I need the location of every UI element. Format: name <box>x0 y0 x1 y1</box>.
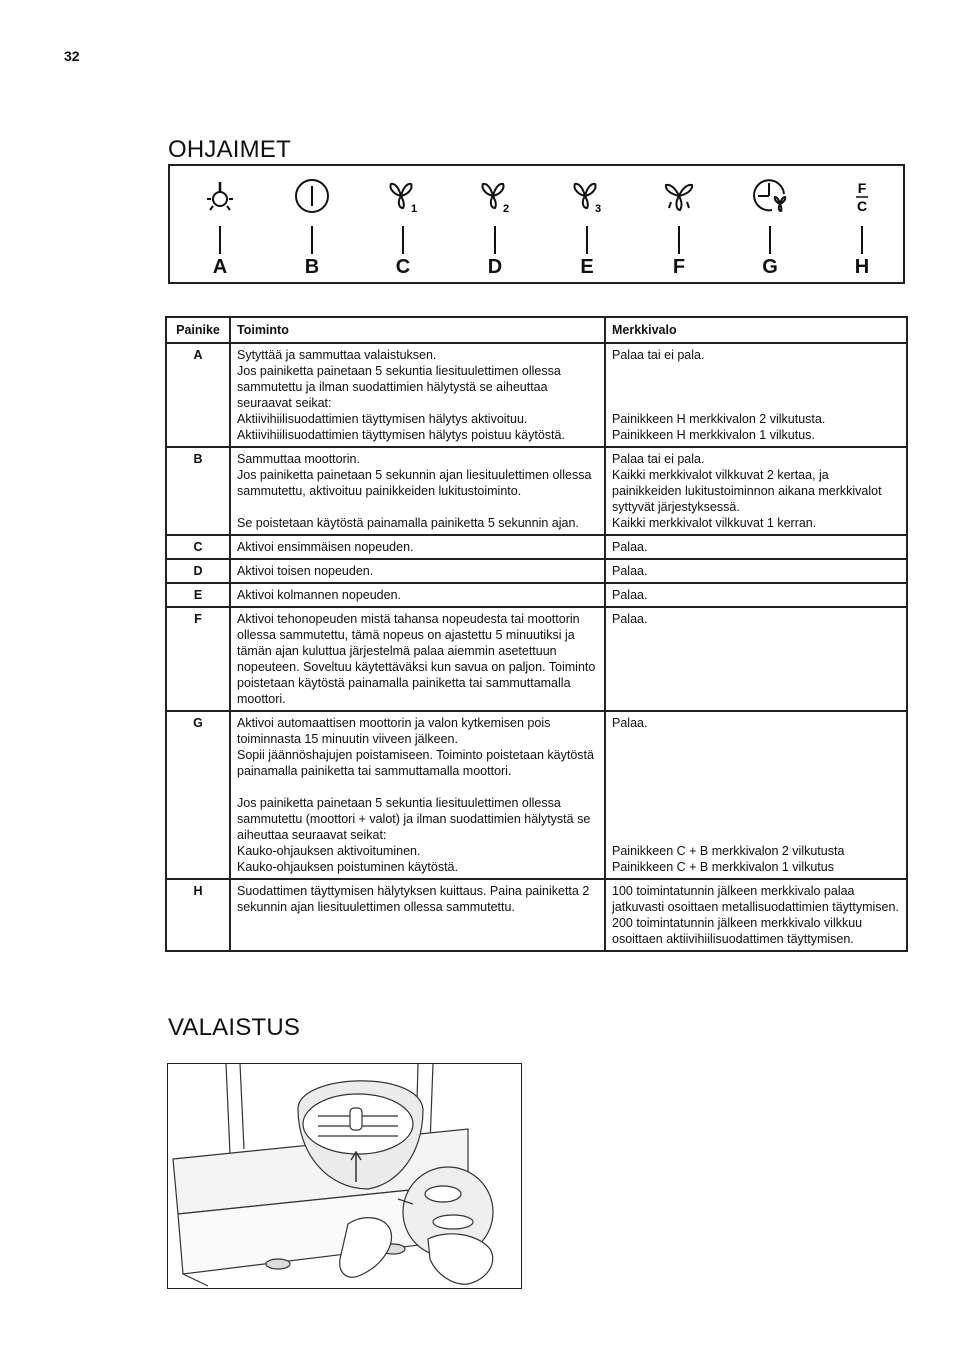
control-letter: G <box>762 256 778 278</box>
row-function <box>230 607 605 711</box>
text-line: Painikkeen C + B merkkivalon 1 vilkutus <box>612 860 834 874</box>
text-line: Suodattimen täyttymisen hälytyksen kuittaus. Paina painiketta 2 sekunnin ajan liesituulettimen ollessa sammutettu. <box>237 884 590 914</box>
row-indicator: Palaa. <box>605 559 907 583</box>
text-line: Painikkeen H merkkivalon 1 vilkutus. <box>612 428 815 442</box>
control-a <box>190 166 250 284</box>
table-row <box>166 535 907 559</box>
section-title-lighting: VALAISTUS <box>168 1014 301 1041</box>
table-row <box>166 343 907 447</box>
text-line: Aktiivihiilisuodattimien täyttymisen hälytys poistuu käytöstä. <box>237 428 565 442</box>
row-indicator <box>605 447 907 535</box>
control-letter: C <box>395 256 411 278</box>
filter-label-top: F <box>857 180 867 196</box>
filter-reset-icon <box>840 174 884 218</box>
table-row <box>166 559 907 583</box>
text-line: Sammuttaa moottorin. <box>237 452 360 466</box>
row-key: E <box>166 583 230 607</box>
row-indicator: Palaa. <box>605 607 907 711</box>
row-function <box>230 711 605 879</box>
row-key: G <box>166 711 230 879</box>
control-letter: D <box>487 256 503 278</box>
control-h <box>832 166 892 284</box>
text-line: Kaikki merkkivalot vilkkuvat 2 kertaa, ja painikkeiden lukitustoiminnon aikana merkkivalot syttyvät järjestyksessä. <box>612 468 882 514</box>
timer-fan-icon <box>748 174 792 218</box>
fan-speed-3-icon <box>565 174 609 218</box>
speed-number: 3 <box>595 203 602 215</box>
text-line: Aktiivihiilisuodattimien täyttymisen hälytys aktivoituu. <box>237 412 528 426</box>
row-indicator: Palaa. <box>605 535 907 559</box>
control-g <box>740 166 800 284</box>
text-line: Kauko-ohjauksen poistuminen käytöstä. <box>237 860 458 874</box>
speed-number: 2 <box>503 203 510 215</box>
control-e <box>557 166 617 284</box>
row-function: Aktivoi kolmannen nopeuden. <box>230 583 605 607</box>
control-b <box>282 166 342 284</box>
row-indicator <box>605 343 907 447</box>
text-line: Se poistetaan käytöstä painamalla painiketta 5 sekunnin ajan. <box>237 516 579 530</box>
text-line: Kaikki merkkivalot vilkkuvat 1 kerran. <box>612 516 817 530</box>
text-line: 100 toimintatunnin jälkeen merkkivalo palaa jatkuvasti osoittaen metallisuodattimien täyttymisen. <box>612 884 899 914</box>
text-line: Painikkeen C + B merkkivalon 2 vilkutusta <box>612 844 845 858</box>
control-letter: A <box>212 256 228 278</box>
control-panel-diagram <box>168 164 905 284</box>
text-line: Palaa tai ei pala. <box>612 452 705 466</box>
text-line: Jos painiketta painetaan 5 sekuntia liesituulettimen ollessa sammutettu ja ilman suodattimien hälytystä se aiheuttaa seuraavat seikat: <box>237 364 561 410</box>
light-icon <box>198 174 242 218</box>
table-header-row <box>166 317 907 343</box>
speed-number: 1 <box>411 203 418 215</box>
hood-illustration <box>168 1064 522 1289</box>
fan-boost-icon <box>657 174 701 218</box>
control-letter: H <box>854 256 870 278</box>
row-key: B <box>166 447 230 535</box>
row-function <box>230 879 605 951</box>
control-d <box>465 166 525 284</box>
power-icon <box>290 174 334 218</box>
text-line: Kauko-ohjauksen aktivoituminen. <box>237 844 421 858</box>
row-key: H <box>166 879 230 951</box>
control-letter: B <box>304 256 320 278</box>
lamp-replacement-illustration <box>167 1063 522 1289</box>
header-function: Toiminto <box>230 317 605 343</box>
control-letter: E <box>580 256 594 278</box>
row-indicator: Palaa. <box>605 583 907 607</box>
header-indicator: Merkkivalo <box>605 317 907 343</box>
text-line: 200 toimintatunnin jälkeen merkkivalo vilkkuu osoittaen aktiivihiilisuodattimen täyttymisen. <box>612 916 863 946</box>
text-line: Palaa tai ei pala. <box>612 348 705 362</box>
control-letter: F <box>672 256 686 278</box>
text-line: Palaa. <box>612 716 648 730</box>
page-number: 32 <box>64 48 80 64</box>
table-row <box>166 879 907 951</box>
text-line: Jos painiketta painetaan 5 sekuntia liesituulettimen ollessa sammutettu (moottori + valot) ja ilman suodattimien hälytystä se aiheuttaa seuraavat seikat: <box>237 796 591 842</box>
filter-label-bottom: C <box>856 198 868 214</box>
text-line: Jos painiketta painetaan 5 sekunnin ajan liesituulettimen ollessa sammutettu, aktivoituu painikkeiden lukitustoiminto. <box>237 468 592 498</box>
text-line: Aktivoi automaattisen moottorin ja valon kytkemisen pois toiminnasta 15 minuutin viiveen jälkeen. <box>237 716 551 746</box>
row-indicator <box>605 879 907 951</box>
table-row <box>166 583 907 607</box>
row-key: F <box>166 607 230 711</box>
fan-speed-1-icon <box>381 174 425 218</box>
table-row <box>166 607 907 711</box>
control-f <box>649 166 709 284</box>
text-line: Sytyttää ja sammuttaa valaistuksen. <box>237 348 437 362</box>
row-key: D <box>166 559 230 583</box>
row-function: Aktivoi toisen nopeuden. <box>230 559 605 583</box>
controls-table <box>165 316 908 952</box>
row-indicator <box>605 711 907 879</box>
table-row <box>166 447 907 535</box>
fan-speed-2-icon <box>473 174 517 218</box>
table-row <box>166 711 907 879</box>
text-line: Painikkeen H merkkivalon 2 vilkutusta. <box>612 412 826 426</box>
row-function <box>230 447 605 535</box>
control-c <box>373 166 433 284</box>
row-key: A <box>166 343 230 447</box>
row-function: Aktivoi ensimmäisen nopeuden. <box>230 535 605 559</box>
section-title-controls: OHJAIMET <box>168 136 291 163</box>
header-button: Painike <box>166 317 230 343</box>
text-line: Sopii jäännöshajujen poistamiseen. Toiminto poistetaan käytöstä painamalla painiketta tai sammuttamalla moottori. <box>237 748 594 778</box>
text-line: Aktivoi tehonopeuden mistä tahansa nopeudesta tai moottorin ollessa sammutettu, tämä nopeus on ajastettu 5 minuutiksi ja tämän ajan kuluttua järjestelmä palaa aiemmin asetettuun nopeuteen. Soveltuu käytettäväksi kun savua on paljon. Toiminto poistetaan käytöstä painamalla painiketta tai sammuttamalla moottori. <box>237 612 596 706</box>
row-key: C <box>166 535 230 559</box>
row-function <box>230 343 605 447</box>
